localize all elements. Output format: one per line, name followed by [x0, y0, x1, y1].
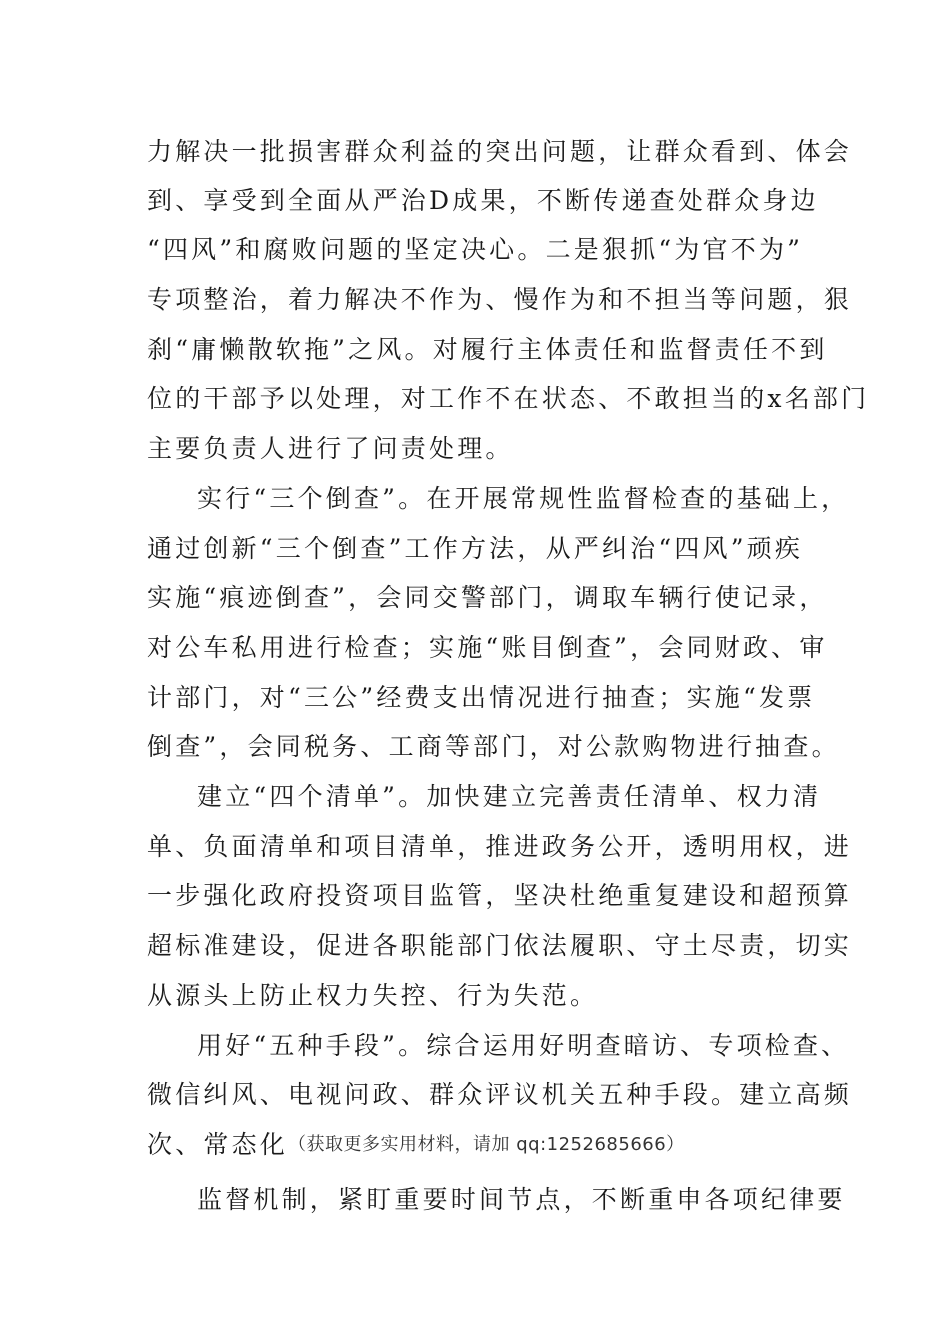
- text-line: 微信纠风、电视问政、群众评议机关五种手段。建立高频: [147, 1080, 853, 1109]
- text-segment: 次、常态化: [147, 1130, 289, 1159]
- text-line: 通过创新“三个倒查”工作方法，从严纠治“四风”顽疾: [147, 534, 804, 563]
- text-line: 专项整治，着力解决不作为、慢作为和不担当等问题，狠: [147, 285, 853, 314]
- text-line-with-note: [147, 1129, 685, 1161]
- text-line: 超标准建设，促进各职能部门依法履职、守土尽责，切实: [147, 931, 853, 960]
- text-line: 一步强化政府投资项目监管，坚决杜绝重复建设和超预算: [147, 881, 853, 910]
- contact-note: （获取更多实用材料，请加 qq:1252685666）: [288, 1134, 685, 1155]
- text-line: 位的干部予以处理，对工作不在状态、不敢担当的x名部门: [147, 384, 870, 413]
- text-line: 力解决一批损害群众利益的突出问题，让群众看到、体会: [147, 137, 853, 166]
- paragraph-start: 监督机制，紧盯重要时间节点，不断重申各项纪律要: [197, 1185, 846, 1214]
- paragraph-start: 实行“三个倒查”。在开展常规性监督检查的基础上，: [197, 484, 850, 513]
- text-line: 主要负责人进行了问责处理。: [147, 434, 514, 463]
- text-line: 刹“庸懒散软拖”之风。对履行主体责任和监督责任不到: [147, 335, 828, 364]
- text-line: “四风”和腐败问题的坚定决心。二是狠抓“为官不为”: [147, 235, 804, 264]
- paragraph-start: 建立“四个清单”。加快建立完善责任清单、权力清: [197, 782, 822, 811]
- text-line: 对公车私用进行检查；实施“账目倒查”，会同财政、审: [147, 633, 828, 662]
- text-line: 实施“痕迹倒查”，会同交警部门，调取车辆行使记录，: [147, 583, 828, 612]
- text-line: 单、负面清单和项目清单，推进政务公开，透明用权，进: [147, 832, 853, 861]
- text-line: 倒查”，会同税务、工商等部门，对公款购物进行抽查。: [147, 732, 840, 761]
- paragraph-start: 用好“五种手段”。综合运用好明查暗访、专项检查、: [197, 1031, 850, 1060]
- text-line: 到、享受到全面从严治D成果，不断传递查处群众身边: [147, 186, 819, 215]
- text-line: 从源头上防止权力失控、行为失范。: [147, 981, 599, 1010]
- text-line: 计部门，对“三公”经费支出情况进行抽查；实施“发票: [147, 683, 816, 712]
